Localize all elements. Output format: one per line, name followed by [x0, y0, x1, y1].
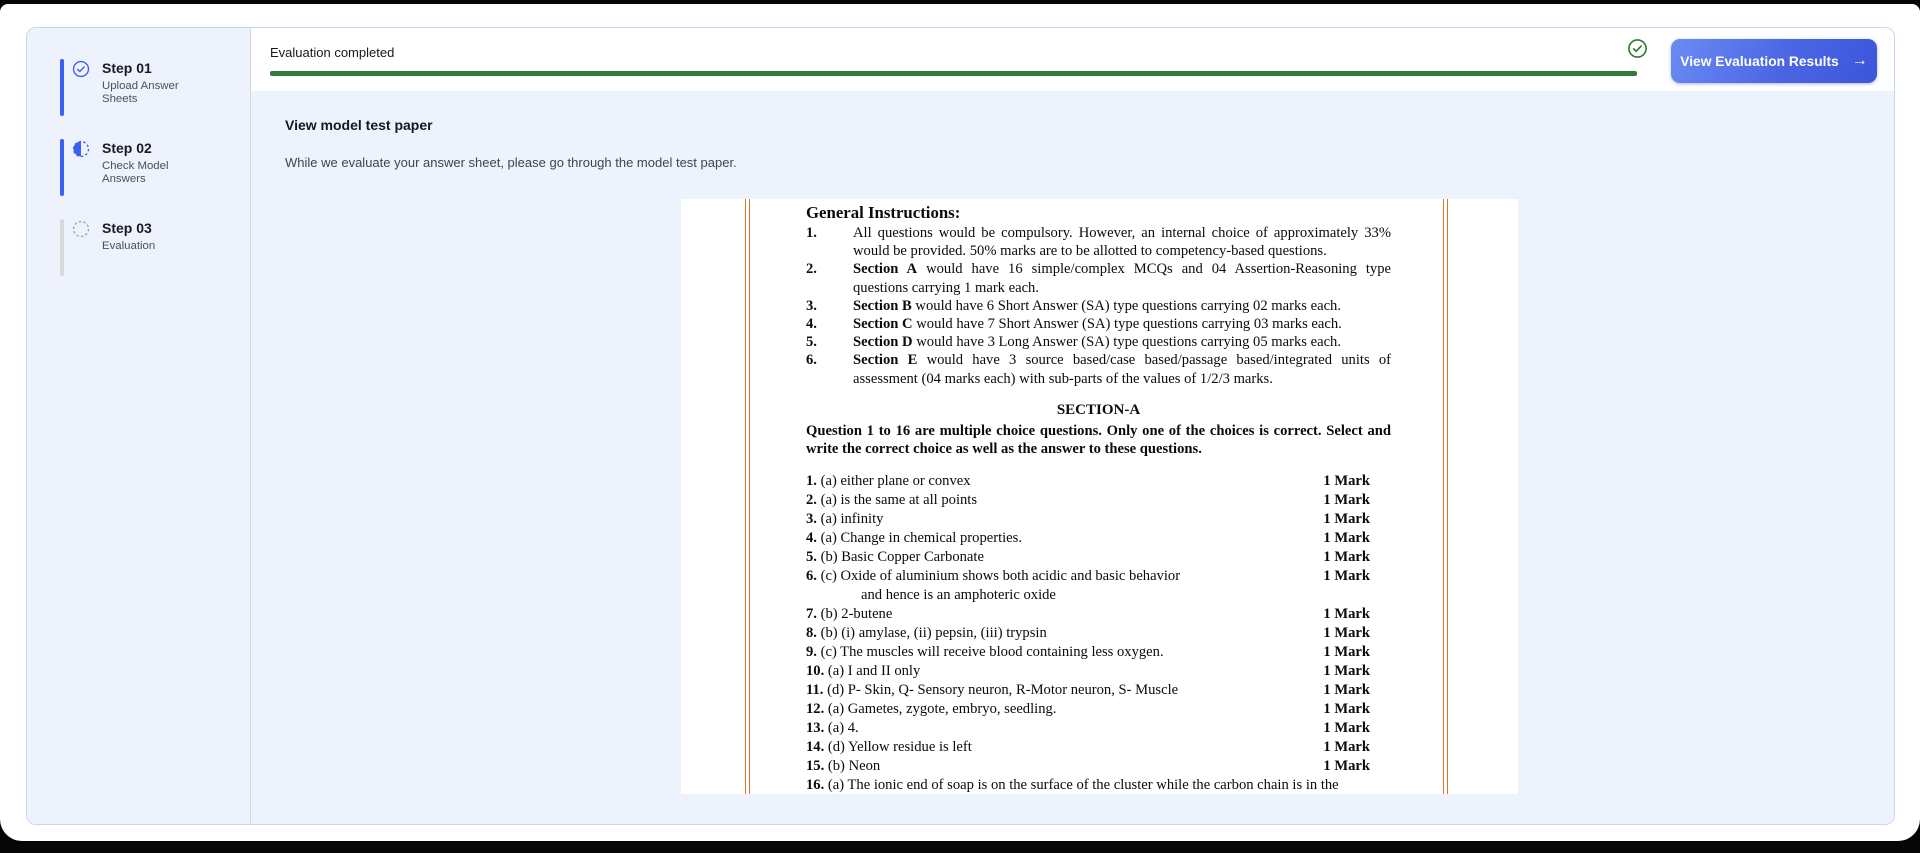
mark-label: 1 Mark — [1323, 758, 1370, 775]
instruction-item — [806, 297, 1391, 315]
instruction-text: Section C would have 7 Short Answer (SA) type questions carrying 03 marks each. — [853, 316, 1342, 333]
panel-description: While we evaluate your answer sheet, please go through the model test paper. — [285, 155, 737, 170]
panel-title: View model test paper — [285, 117, 433, 133]
check-circle-icon — [1627, 38, 1648, 59]
question-text: 10. (a) I and II only — [806, 663, 921, 680]
page-margin-line-left — [745, 199, 750, 794]
step-title: Step 03 — [102, 220, 152, 236]
mark-label: 1 Mark — [1323, 568, 1370, 585]
steps-list — [27, 59, 250, 276]
question-answer-row — [806, 643, 1391, 662]
section-title: SECTION-A — [1056, 401, 1141, 418]
dashed-circle-icon — [72, 219, 90, 238]
evaluation-card — [26, 27, 1895, 825]
step-indicator-bar — [60, 219, 64, 276]
instructions-title: General Instructions: — [806, 203, 961, 222]
app-window — [0, 4, 1920, 841]
step-indicator-bar — [60, 59, 64, 116]
question-text: 7. (b) 2-butene — [806, 606, 893, 623]
document-page[interactable] — [681, 199, 1518, 794]
instruction-item — [806, 333, 1391, 351]
instructions-list — [806, 224, 1391, 388]
question-answer-row — [806, 548, 1391, 567]
mark-label: 1 Mark — [1323, 549, 1370, 566]
instruction-number: 4. — [806, 316, 817, 333]
instruction-number: 1. — [806, 225, 817, 241]
question-text: 14. (d) Yellow residue is left — [806, 739, 972, 756]
step-text — [102, 59, 202, 116]
step-subtitle: Upload Answer Sheets — [102, 80, 179, 105]
step-item-2[interactable] — [60, 139, 250, 196]
mark-label: 1 Mark — [1323, 739, 1370, 756]
question-answer-row — [806, 624, 1391, 643]
question-answer-row — [806, 738, 1391, 757]
question-answer-row — [806, 757, 1391, 776]
instruction-text: Section A would have 16 simple/complex MCQs and 04 Assertion-Reasoning type questions carrying 1 mark each. — [853, 261, 1391, 296]
instruction-item — [806, 224, 1391, 260]
steps-sidebar — [27, 28, 251, 824]
instruction-item — [806, 351, 1391, 387]
step-subtitle: Evaluation — [102, 240, 156, 252]
mark-label: 1 Mark — [1323, 530, 1370, 547]
instruction-text: All questions would be compulsory. However, an internal choice of approximately 33% would be provided. 50% marks are to be allotted to competency-based questions. — [853, 225, 1391, 260]
questions-list — [806, 472, 1391, 794]
mark-label: 1 Mark — [1323, 663, 1370, 680]
instruction-text: Section B would have 6 Short Answer (SA) type questions carrying 02 marks each. — [853, 297, 1341, 314]
instruction-text: Section E would have 3 source based/case based/passage based/integrated units of assessment (04 marks each) with sub-parts of the values of 1/2/3 marks. — [853, 352, 1392, 387]
step-text — [102, 219, 155, 276]
question-text: 6. (c) Oxide of aluminium shows both acidic and basic behavior and hence is an amphoteric oxide — [806, 567, 1391, 605]
instruction-number: 6. — [806, 352, 817, 369]
question-text: 13. (a) 4. — [806, 720, 859, 737]
question-text: 5. (b) Basic Copper Carbonate — [806, 549, 984, 566]
question-answer-row — [806, 700, 1391, 719]
question-text: 2. (a) is the same at all points — [806, 492, 978, 509]
status-text: Evaluation completed — [270, 45, 395, 60]
instruction-text: Section D would have 3 Long Answer (SA) type questions carrying 05 marks each. — [853, 334, 1341, 351]
question-text: 15. (b) Neon — [806, 758, 881, 775]
question-answer-row — [806, 491, 1391, 510]
instruction-number: 2. — [806, 261, 817, 278]
mark-label: 1 Mark — [1323, 644, 1370, 661]
half-filled-circle-icon — [72, 139, 90, 158]
progress-header — [251, 28, 1894, 91]
step-title: Step 02 — [102, 140, 152, 156]
mark-label: 1 Mark — [1323, 606, 1370, 623]
check-circle-icon — [72, 59, 90, 78]
question-text: 11. (d) P- Skin, Q- Sensory neuron, R-Motor neuron, S- Muscle — [806, 682, 1179, 699]
question-answer-row — [806, 776, 1391, 794]
question-text: 16. (a) The ionic end of soap is on the surface of the cluster while the carbon chain is in the — [806, 777, 1339, 794]
mark-label: 1 Mark — [1323, 625, 1370, 642]
question-text: 4. (a) Change in chemical properties. — [806, 530, 1022, 547]
question-answer-row — [806, 605, 1391, 624]
mark-label: 1 Mark — [1323, 682, 1370, 699]
question-answer-row — [806, 529, 1391, 548]
instruction-number: 3. — [806, 297, 817, 314]
model-paper-panel — [251, 91, 1894, 824]
document-content — [806, 202, 1391, 794]
mark-label: 1 Mark — [1323, 492, 1370, 509]
question-text: 9. (c) The muscles will receive blood containing less oxygen. — [806, 644, 1164, 661]
section-intro: Question 1 to 16 are multiple choice questions. Only one of the choices is correct. Select and write the correct choice as well as the answer to these questions. — [806, 422, 1391, 458]
button-label: View Evaluation Results — [1680, 53, 1839, 69]
mark-label: 1 Mark — [1323, 720, 1370, 737]
instruction-number: 5. — [806, 334, 817, 351]
question-text: 3. (a) infinity — [806, 511, 884, 528]
step-title: Step 01 — [102, 60, 152, 76]
mark-label: 1 Mark — [1323, 473, 1370, 490]
question-text: 8. (b) (i) amylase, (ii) pepsin, (iii) trypsin — [806, 625, 1047, 642]
main-area — [251, 28, 1894, 824]
page-margin-line-right — [1443, 199, 1448, 794]
arrow-right-icon: → — [1851, 52, 1868, 69]
step-item-3[interactable] — [60, 219, 250, 276]
step-text — [102, 139, 202, 196]
question-answer-row — [806, 510, 1391, 529]
instruction-item — [806, 315, 1391, 333]
question-text-continued: and hence is an amphoteric oxide — [861, 587, 1056, 604]
view-evaluation-results-button[interactable] — [1671, 39, 1877, 83]
question-answer-row — [806, 662, 1391, 681]
question-answer-row — [806, 472, 1391, 491]
step-item-1[interactable] — [60, 59, 250, 116]
question-answer-row — [806, 681, 1391, 700]
question-answer-row — [806, 719, 1391, 738]
mark-label: 1 Mark — [1323, 511, 1370, 528]
step-indicator-bar — [60, 139, 64, 196]
mark-label: 1 Mark — [1323, 701, 1370, 718]
question-text: 12. (a) Gametes, zygote, embryo, seedling. — [806, 701, 1057, 718]
step-subtitle: Check Model Answers — [102, 160, 169, 185]
question-text: 1. (a) either plane or convex — [806, 473, 971, 490]
instruction-item — [806, 260, 1391, 296]
progress-bar — [270, 71, 1637, 76]
question-answer-row — [806, 567, 1391, 605]
